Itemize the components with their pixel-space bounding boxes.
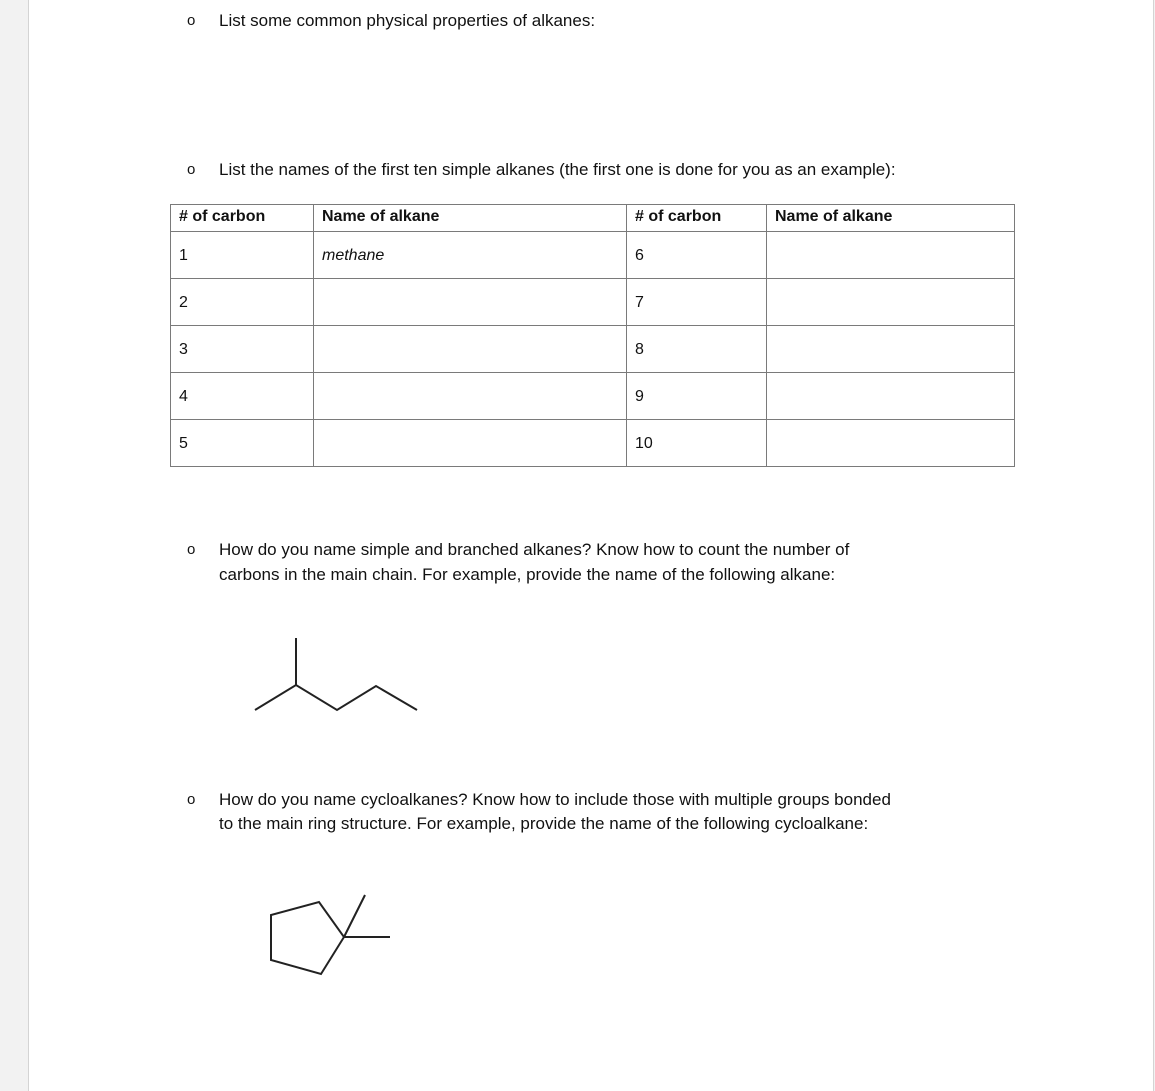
table-row bbox=[171, 373, 1015, 420]
carbon-count-cell: 2 bbox=[171, 279, 314, 326]
alkane-name-cell[interactable] bbox=[314, 420, 627, 467]
carbon-count-cell: 9 bbox=[627, 373, 767, 420]
alkane-name-cell[interactable] bbox=[767, 420, 1015, 467]
question-text-line1: How do you name simple and branched alkanes? Know how to count the number of bbox=[219, 540, 850, 559]
alkane-name-cell[interactable] bbox=[314, 279, 627, 326]
document-page bbox=[28, 0, 1154, 1091]
table-header-row bbox=[171, 205, 1015, 232]
table-row bbox=[171, 279, 1015, 326]
bullet-marker: o bbox=[187, 12, 196, 29]
question-text: List the names of the first ten simple alkanes (the first one is done for you as an example): bbox=[219, 160, 896, 179]
bullet-marker: o bbox=[187, 791, 196, 808]
table-row bbox=[171, 326, 1015, 373]
header-alkane-name: Name of alkane bbox=[767, 205, 1015, 232]
alkane-table bbox=[170, 204, 1015, 467]
carbon-count-cell: 1 bbox=[171, 232, 314, 279]
table-row bbox=[171, 420, 1015, 467]
carbon-count-cell: 4 bbox=[171, 373, 314, 420]
cycloalkane-structure bbox=[259, 885, 399, 985]
bullet-marker: o bbox=[187, 541, 196, 558]
branched-alkane-structure bbox=[249, 630, 449, 720]
alkane-name-cell[interactable] bbox=[314, 326, 627, 373]
header-carbon-count: # of carbon bbox=[171, 205, 314, 232]
question-text-line1: How do you name cycloalkanes? Know how to include those with multiple groups bonded bbox=[219, 790, 891, 809]
carbon-count-cell: 8 bbox=[627, 326, 767, 373]
carbon-count-cell: 6 bbox=[627, 232, 767, 279]
carbon-count-cell: 7 bbox=[627, 279, 767, 326]
bullet-marker: o bbox=[187, 161, 196, 178]
question-text-line2: carbons in the main chain. For example, provide the name of the following alkane: bbox=[219, 565, 836, 584]
table-row bbox=[171, 232, 1015, 279]
carbon-count-cell: 3 bbox=[171, 326, 314, 373]
alkane-name-cell[interactable] bbox=[767, 326, 1015, 373]
header-alkane-name: Name of alkane bbox=[314, 205, 627, 232]
header-carbon-count: # of carbon bbox=[627, 205, 767, 232]
question-text: List some common physical properties of alkanes: bbox=[219, 11, 596, 30]
carbon-count-cell: 10 bbox=[627, 420, 767, 467]
alkane-name-cell[interactable] bbox=[767, 279, 1015, 326]
alkane-name-cell[interactable] bbox=[767, 373, 1015, 420]
question-text-line2: to the main ring structure. For example, provide the name of the following cycloalkane: bbox=[219, 814, 869, 833]
alkane-name-cell[interactable] bbox=[767, 232, 1015, 279]
alkane-name-cell[interactable]: methane bbox=[314, 232, 627, 279]
carbon-count-cell: 5 bbox=[171, 420, 314, 467]
alkane-name-cell[interactable] bbox=[314, 373, 627, 420]
